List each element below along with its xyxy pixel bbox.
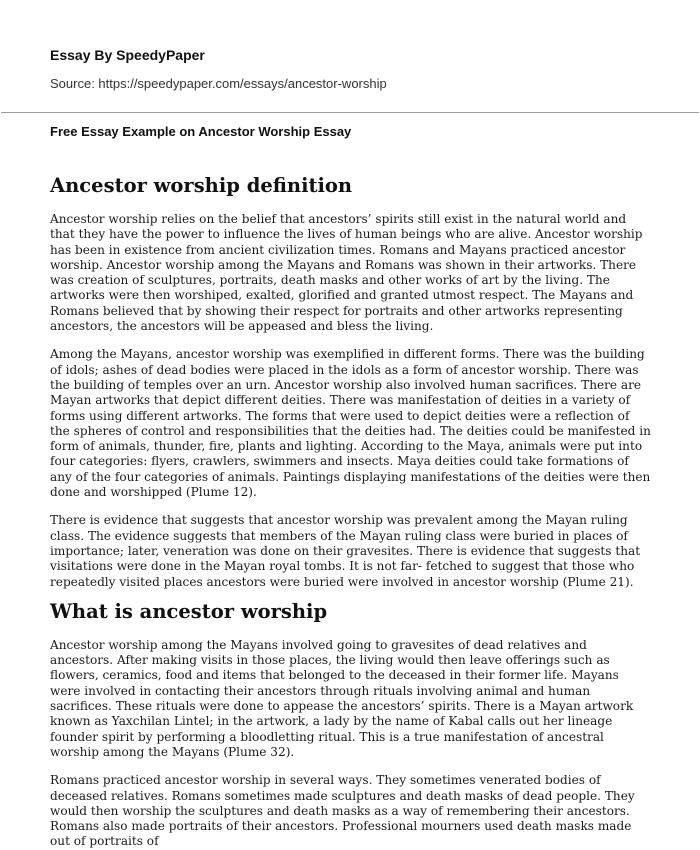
- paragraph: Among the Mayans, ancestor worship was exemplified in different forms. There was the building of idols; ashes of dead bodies were placed in the idols as a form of ancestor worship. There was the building of temples over an urn. Ancestor worship also involved human sacrifices. There are Mayan artworks that depict different deities. There was manifestation of deities in a variety of forms using different artworks. The forms that were used to depict deities were a reflection of the spheres of control and responsibilities that the deities had. The deities could be manifested in form of animals, thunder, fire, plants and lighting. According to the Maya, animals were put into four categories: flyers, crawlers, swimmers and insects. Maya deities could take formations of any of the four categories of animals. Paintings displaying manifestations of the deities were then done and worshipped (Plume 12).: [50, 347, 651, 500]
- essay-title: Free Essay Example on Ancestor Worship Essay: [50, 124, 352, 139]
- paragraph: Ancestor worship among the Mayans involved going to gravesites of dead relatives and ancestors. After making visits in those places, the living would then leave offerings such as flowers, ceramics, food and items that belonged to the deceased in their former life. Mayans were involved in contacting their ancestors through rituals involving animal and human sacrifices. These rituals were done to appease the ancestors’ spirits. There is a Mayan artwork known as Yaxchilan Lintel; in the artwork, a lady by the name of Kabal calls out her lineage founder spirit by performing a bloodletting ritual. This is a true manifestation of ancestral worship among the Mayans (Plume 32).: [50, 637, 634, 759]
- section-heading-definition: Ancestor worship definition: [50, 174, 353, 197]
- brand-title: Essay By SpeedyPaper: [50, 47, 205, 63]
- section-heading-what-is: What is ancestor worship: [50, 599, 328, 623]
- source-link[interactable]: Source: https://speedypaper.com/essays/ancestor-worship: [50, 76, 387, 91]
- paragraph: Ancestor worship relies on the belief that ancestors’ spirits still exist in the natural world and that they have the power to influence the lives of human beings who are alive. Ancestor worship has been in existence from ancient civilization times. Romans and Mayans practiced ancestor worship. Ancestor worship among the Mayans and Romans was shown in their artworks. There was creation of sculptures, portraits, death masks and other works of art by the living. The artworks were then worshiped, exalted, glorified and granted utmost respect. The Mayans and Romans believed that by showing their respect for portraits and other artworks representing ancestors, the ancestors will be appeased and bless the living.: [50, 212, 643, 334]
- header-divider: [1, 112, 699, 113]
- paragraph: There is evidence that suggests that ancestor worship was prevalent among the Mayan ruling class. The evidence suggests that members of the Mayan ruling class were buried in places of importance; later, veneration was done on their gravesites. There is evidence that suggests that visitations were done in the Mayan royal tombs. It is not far- fetched to suggest that those who repeatedly visited places ancestors were buried were involved in ancestor worship (Plume 21).: [50, 513, 641, 589]
- paragraph: Romans practiced ancestor worship in several ways. They sometimes venerated bodies of deceased relatives. Romans sometimes made sculptures and death masks of dead people. They would then worship the sculptures and death masks as a way of remembering their ancestors. Romans also made portraits of their ancestors. Professional mourners used death masks made out of portraits of: [50, 773, 635, 849]
